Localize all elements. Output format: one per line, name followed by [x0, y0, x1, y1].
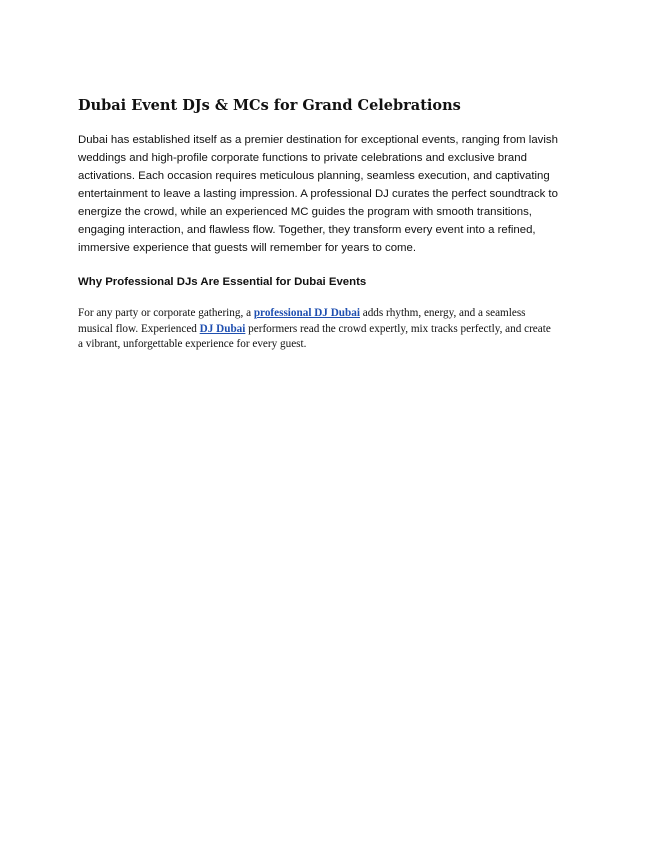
intro-line: activations. Each occasion requires meticulous planning, seamless execution, and captivating [78, 170, 550, 182]
section-line: a vibrant, unforgettable experience for every guest. [78, 338, 307, 350]
intro-line: immersive experience that guests will remember for years to come. [78, 242, 417, 254]
section-heading: Why Professional DJs Are Essential for Dubai Events [78, 276, 367, 288]
intro-line: energize the crowd, while an experienced MC guides the program with smooth transitions, [78, 206, 532, 218]
intro-line: Dubai has established itself as a premier destination for exceptional events, ranging from lavish [78, 134, 558, 146]
professional-dj-dubai-link[interactable]: professional DJ Dubai [253, 307, 360, 319]
section-text: adds rhythm, energy, and a seamless [359, 307, 526, 319]
intro-line: engaging interaction, and flawless flow. Together, they transform every event into a refined, [78, 224, 536, 236]
section-text: For any party or corporate gathering, a [78, 307, 254, 319]
intro-line: weddings and high-profile corporate functions to private celebrations and exclusive brand [78, 152, 527, 164]
section-line [78, 322, 583, 338]
document-title: Dubai Event DJs & MCs for Grand Celebrations [78, 97, 461, 114]
intro-paragraph [78, 131, 583, 257]
section-paragraph [78, 306, 583, 353]
section-text: performers read the crowd expertly, mix tracks perfectly, and create [245, 322, 551, 335]
intro-line: entertainment to leave a lasting impression. A professional DJ curates the perfect soundtrack to [78, 188, 558, 200]
dj-dubai-link[interactable]: DJ Dubai [199, 322, 246, 335]
section-text: musical flow. Experienced [78, 322, 200, 335]
section-line [78, 306, 583, 322]
